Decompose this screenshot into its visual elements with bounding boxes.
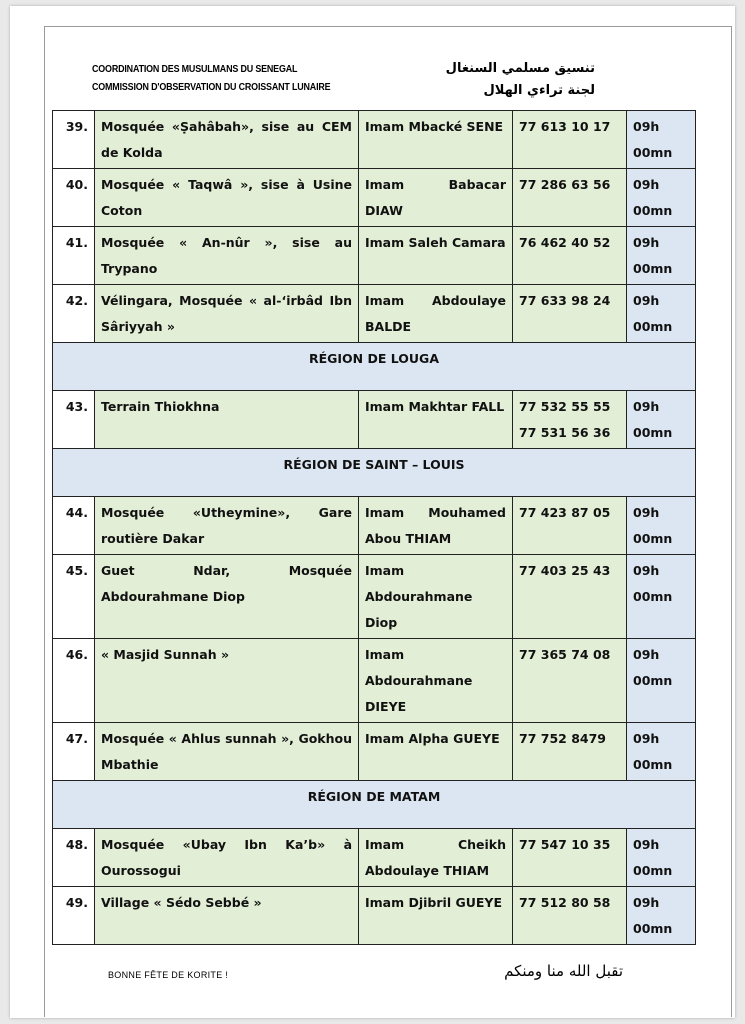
region-header-row (53, 781, 696, 829)
prayer-time: 09h 00mn (627, 639, 696, 723)
org-name-arabic: تنسيق مسلمي السنغال (445, 61, 595, 76)
row-number: 41. (53, 227, 95, 285)
row-number: 47. (53, 723, 95, 781)
greeting-arabic: تقبل الله منا ومنكم (504, 962, 623, 980)
row-number: 43. (53, 391, 95, 449)
imam-name: Imam Mouhamed Abou THIAM (359, 497, 513, 555)
prayer-time: 09h 00mn (627, 227, 696, 285)
row-number: 40. (53, 169, 95, 227)
row-number: 46. (53, 639, 95, 723)
phone-number: 77 613 10 17 (513, 111, 627, 169)
table-row (53, 723, 696, 781)
imam-name: Imam Saleh Camara (359, 227, 513, 285)
header-right (446, 58, 595, 102)
header-left (92, 60, 330, 96)
imam-name: Imam Makhtar FALL (359, 391, 513, 449)
mosque-location: Mosquée «Utheymine», Gare routière Dakar (95, 497, 359, 555)
imam-name: Imam Alpha GUEYE (359, 723, 513, 781)
prayer-time: 09h 00mn (627, 887, 696, 945)
row-number: 44. (53, 497, 95, 555)
table-row (53, 285, 696, 343)
row-number: 39. (53, 111, 95, 169)
imam-name: Imam Mbacké SENE (359, 111, 513, 169)
row-number: 45. (53, 555, 95, 639)
imam-name: Imam Abdourahmane Diop (359, 555, 513, 639)
phone-number: 77 403 25 43 (513, 555, 627, 639)
table-row (53, 887, 696, 945)
prayer-time: 09h 00mn (627, 497, 696, 555)
table-row (53, 555, 696, 639)
table-row (53, 497, 696, 555)
prayer-time: 09h 00mn (627, 829, 696, 887)
mosque-location: Terrain Thiokhna (95, 391, 359, 449)
prayer-time: 09h 00mn (627, 169, 696, 227)
commission-name: COMMISSION D'OBSERVATION DU CROISSANT LUNAIRE (92, 81, 331, 93)
org-name: COORDINATION DES MUSULMANS DU SENEGAL (92, 63, 298, 75)
commission-name-arabic: لجنة تراءي الهلال (483, 83, 595, 98)
row-number: 48. (53, 829, 95, 887)
phone-number: 77 752 8479 (513, 723, 627, 781)
imam-name: Imam Cheikh Abdoulaye THIAM (359, 829, 513, 887)
mosque-location: Vélingara, Mosquée « al-‘irbâd Ibn Sâriyyah » (95, 285, 359, 343)
region-header-row (53, 343, 696, 391)
mosque-location: Mosquée «Ubay Ibn Ka’b» à Ourossogui (95, 829, 359, 887)
region-label: RÉGION DE MATAM (53, 781, 696, 829)
table-row (53, 111, 696, 169)
phone-number: 77 365 74 08 (513, 639, 627, 723)
prayer-time: 09h 00mn (627, 555, 696, 639)
imam-name: Imam Djibril GUEYE (359, 887, 513, 945)
region-header-row (53, 449, 696, 497)
imam-name: Imam Babacar DIAW (359, 169, 513, 227)
phone-number: 76 462 40 52 (513, 227, 627, 285)
prayer-locations-table (52, 110, 696, 945)
prayer-time: 09h 00mn (627, 111, 696, 169)
row-number: 42. (53, 285, 95, 343)
mosque-location: Guet Ndar, Mosquée Abdourahmane Diop (95, 555, 359, 639)
row-number: 49. (53, 887, 95, 945)
phone-number: 77 286 63 56 (513, 169, 627, 227)
prayer-time: 09h 00mn (627, 391, 696, 449)
table-row (53, 639, 696, 723)
mosque-location: Mosquée «Ṣahâbah», sise au CEM de Kolda (95, 111, 359, 169)
mosque-location: Mosquée « Taqwâ », sise à Usine Coton (95, 169, 359, 227)
mosque-location: Village « Sédo Sebbé » (95, 887, 359, 945)
prayer-time: 09h 00mn (627, 285, 696, 343)
table-row (53, 391, 696, 449)
phone-number: 77 633 98 24 (513, 285, 627, 343)
imam-name: Imam Abdourahmane DIEYE (359, 639, 513, 723)
phone-number: 77 532 55 55 77 531 56 36 (513, 391, 627, 449)
mosque-location: Mosquée « Ahlus sunnah », Gokhou Mbathie (95, 723, 359, 781)
mosque-location: Mosquée « An-nûr », sise au Trypano (95, 227, 359, 285)
phone-number: 77 423 87 05 (513, 497, 627, 555)
phone-number: 77 547 10 35 (513, 829, 627, 887)
greeting-text: BONNE FÊTE DE KORITE ! (108, 970, 229, 980)
imam-name: Imam Abdoulaye BALDE (359, 285, 513, 343)
mosque-location: « Masjid Sunnah » (95, 639, 359, 723)
prayer-time: 09h 00mn (627, 723, 696, 781)
table-row (53, 829, 696, 887)
phone-number: 77 512 80 58 (513, 887, 627, 945)
table-row (53, 169, 696, 227)
region-label: RÉGION DE LOUGA (53, 343, 696, 391)
table-row (53, 227, 696, 285)
region-label: RÉGION DE SAINT – LOUIS (53, 449, 696, 497)
